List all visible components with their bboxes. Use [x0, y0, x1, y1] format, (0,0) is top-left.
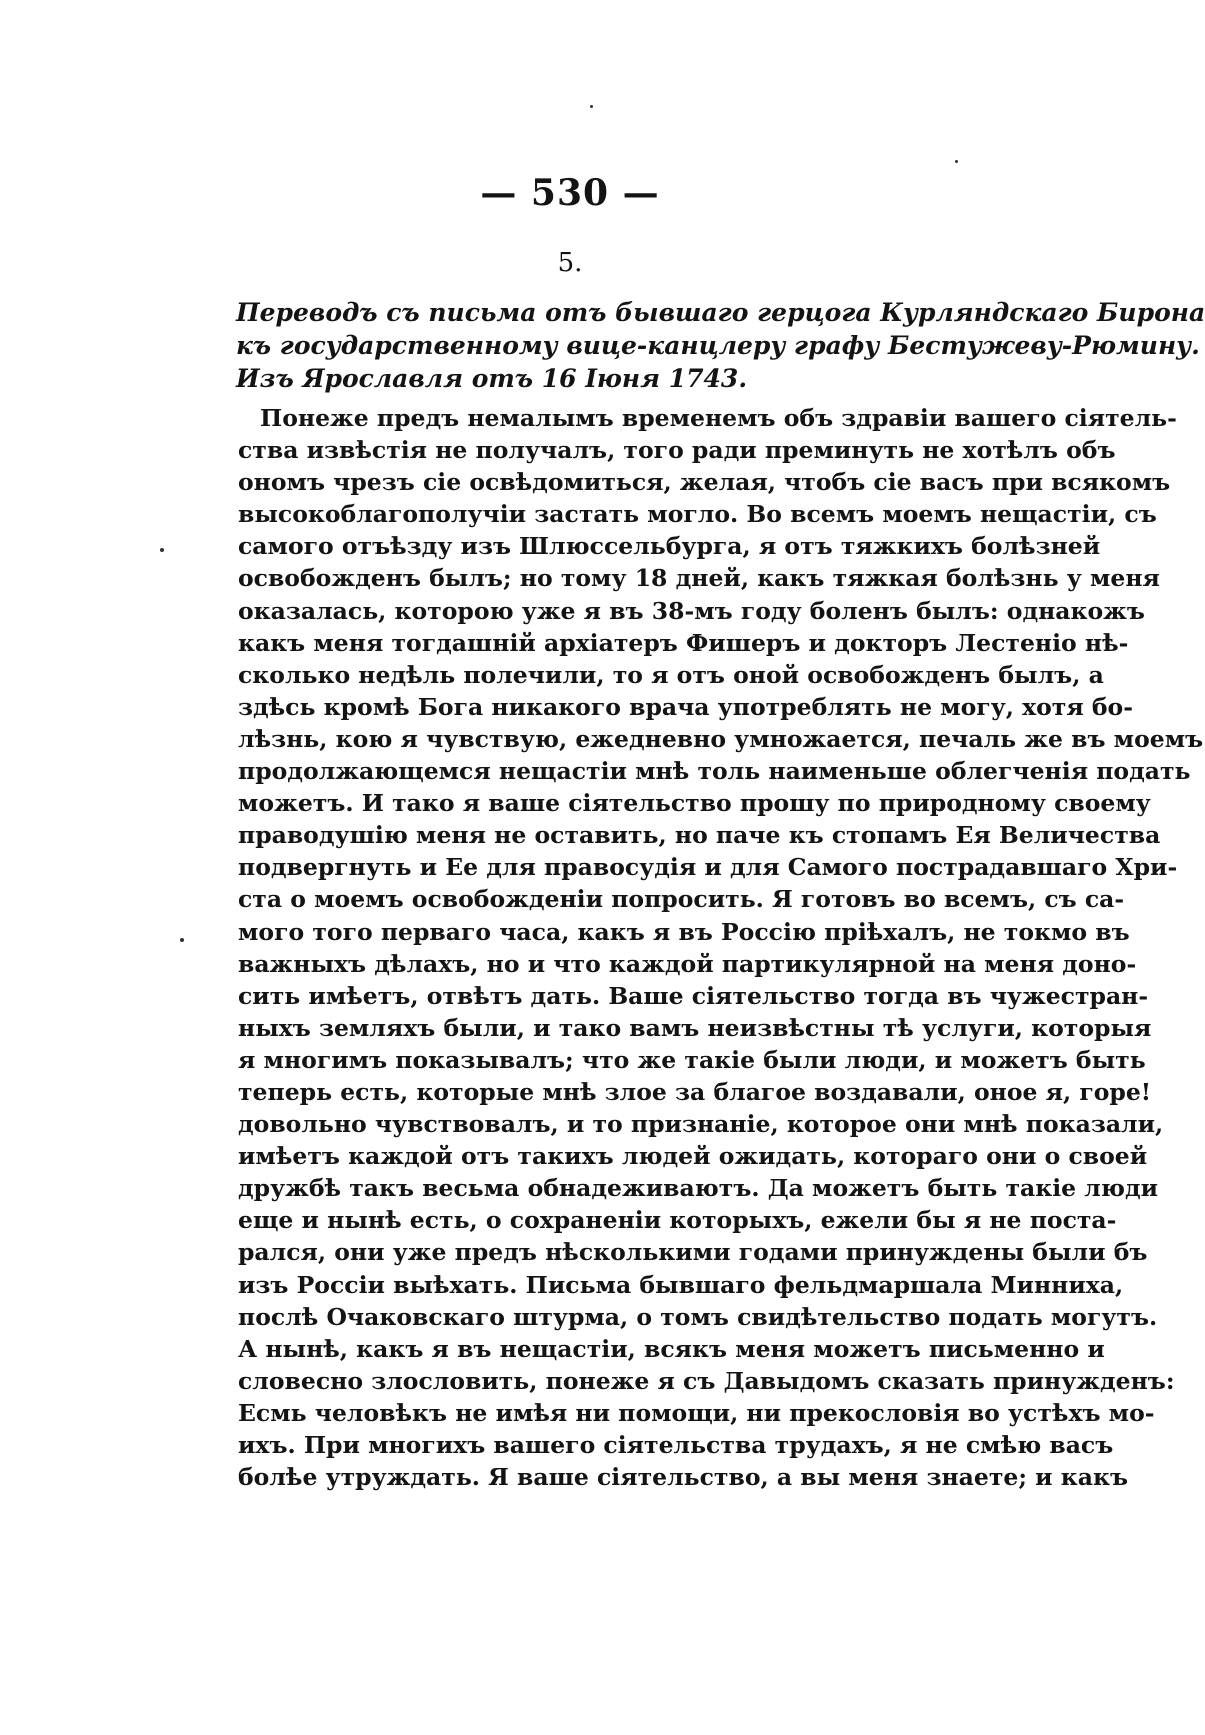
heading-line: Изъ Ярославля отъ 16 Іюня 1743. — [236, 364, 748, 393]
heading-line: Переводъ съ письма отъ бывшаго герцога Курляндскаго Бирона — [236, 298, 1205, 327]
text-line: здѣсь кромѣ Бога никакого врача употреблять не могу, хотя бо- — [238, 692, 1133, 721]
text-line: можетъ. И тако я ваше сіятельство прошу по природному своему — [238, 789, 1151, 818]
text-line: лѣзнь, кою я чувствую, ежедневно умножается, печаль же въ моемъ — [238, 724, 1204, 753]
letter-body — [238, 402, 1204, 1493]
text-line: ихъ. При многихъ вашего сіятельства трудахъ, я не смѣю васъ — [238, 1431, 1114, 1459]
text-line: ста о моемъ освобожденіи попросить. Я готовъ во всемъ, съ са- — [238, 885, 1125, 914]
text-line: имѣетъ каждой отъ такихъ людей ожидать, котораго они о своей — [238, 1142, 1148, 1171]
text-line: сить имѣетъ, отвѣтъ дать. Ваше сіятельство тогда въ чужестран- — [238, 981, 1149, 1010]
print-speck — [955, 160, 958, 163]
text-line: высокоблагополучіи застать могло. Во всемъ моемъ нещастіи, съ — [238, 500, 1157, 529]
page-number: — 530 — — [480, 172, 660, 214]
text-line: важныхъ дѣлахъ, но и что каждой партикулярной на меня доно- — [238, 949, 1137, 978]
letter-heading — [236, 296, 1205, 395]
section-number: 5. — [557, 248, 583, 278]
text-line: оказалась, которою уже я въ 38-мъ году боленъ былъ: однакожъ — [238, 596, 1145, 625]
heading-line: къ государственному вице-канцлеру графу Бестужеву-Рюмину. — [236, 331, 1200, 360]
text-line: словесно злословить, понеже я съ Давыдомъ сказать принужденъ: — [238, 1366, 1175, 1395]
print-speck — [590, 105, 593, 108]
text-line: какъ меня тогдашній архіатеръ Фишеръ и докторъ Лестеніо нѣ- — [238, 628, 1129, 657]
text-line: сколько недѣль полечили, то я отъ оной освобожденъ былъ, а — [238, 660, 1104, 689]
text-line: дружбѣ такъ весьма обнадеживаютъ. Да можетъ быть такіе люди — [238, 1174, 1159, 1203]
text-line: самого отъѣзду изъ Шлюссельбурга, я отъ тяжкихъ болѣзней — [238, 532, 1101, 561]
text-line: болѣе утруждать. Я ваше сіятельство, а вы меня знаете; и какъ — [238, 1463, 1128, 1492]
text-line: ныхъ земляхъ были, и тако вамъ неизвѣстны тѣ услуги, которыя — [238, 1013, 1152, 1042]
print-speck — [160, 548, 164, 552]
text-line: освобожденъ былъ; но тому 18 дней, какъ тяжкая болѣзнь у меня — [238, 564, 1160, 593]
text-line: ономъ чрезъ сіе освѣдомиться, желая, чтобъ сіе васъ при всякомъ — [238, 468, 1171, 497]
text-line: изъ Россіи выѣхать. Письма бывшаго фельдмаршала Минниха, — [238, 1270, 1124, 1299]
text-line: праводушію меня не оставить, но паче къ стопамъ Ея Величества — [238, 821, 1161, 850]
text-line: А нынѣ, какъ я въ нещастіи, всякъ меня можетъ письменно и — [238, 1334, 1105, 1363]
text-line: Понеже предъ немалымъ временемъ объ здравіи вашего сіятель- — [260, 404, 1177, 432]
text-line: рался, они уже предъ нѣсколькими годами принуждены были бъ — [238, 1238, 1148, 1267]
text-line: довольно чувствовалъ, и то признаніе, которое они мнѣ показали, — [238, 1110, 1164, 1139]
text-line: ства извѣстія не получалъ, того ради преминуть не хотѣлъ объ — [238, 436, 1116, 465]
text-line: Есмь человѣкъ не имѣя ни помощи, ни прекословія во устѣхъ мо- — [238, 1398, 1155, 1427]
text-line: еще и нынѣ есть, о сохраненіи которыхъ, ежели бы я не поста- — [238, 1206, 1117, 1235]
text-line: мого того перваго часа, какъ я въ Россію пріѣхалъ, не токмо въ — [238, 917, 1130, 946]
text-line: продолжающемся нещастіи мнѣ толь наименьше облегченія подать — [238, 757, 1191, 786]
text-line: теперь есть, которые мнѣ злое за благое воздавали, оное я, горе! — [238, 1077, 1152, 1106]
print-speck — [180, 938, 184, 942]
text-line: послѣ Очаковскаго штурма, о томъ свидѣтельство подать могутъ. — [238, 1302, 1158, 1331]
text-line: я многимъ показывалъ; что же такіе были люди, и можетъ быть — [238, 1045, 1146, 1074]
text-line: подвергнуть и Ее для правосудія и для Самого пострадавшаго Хри- — [238, 853, 1178, 882]
